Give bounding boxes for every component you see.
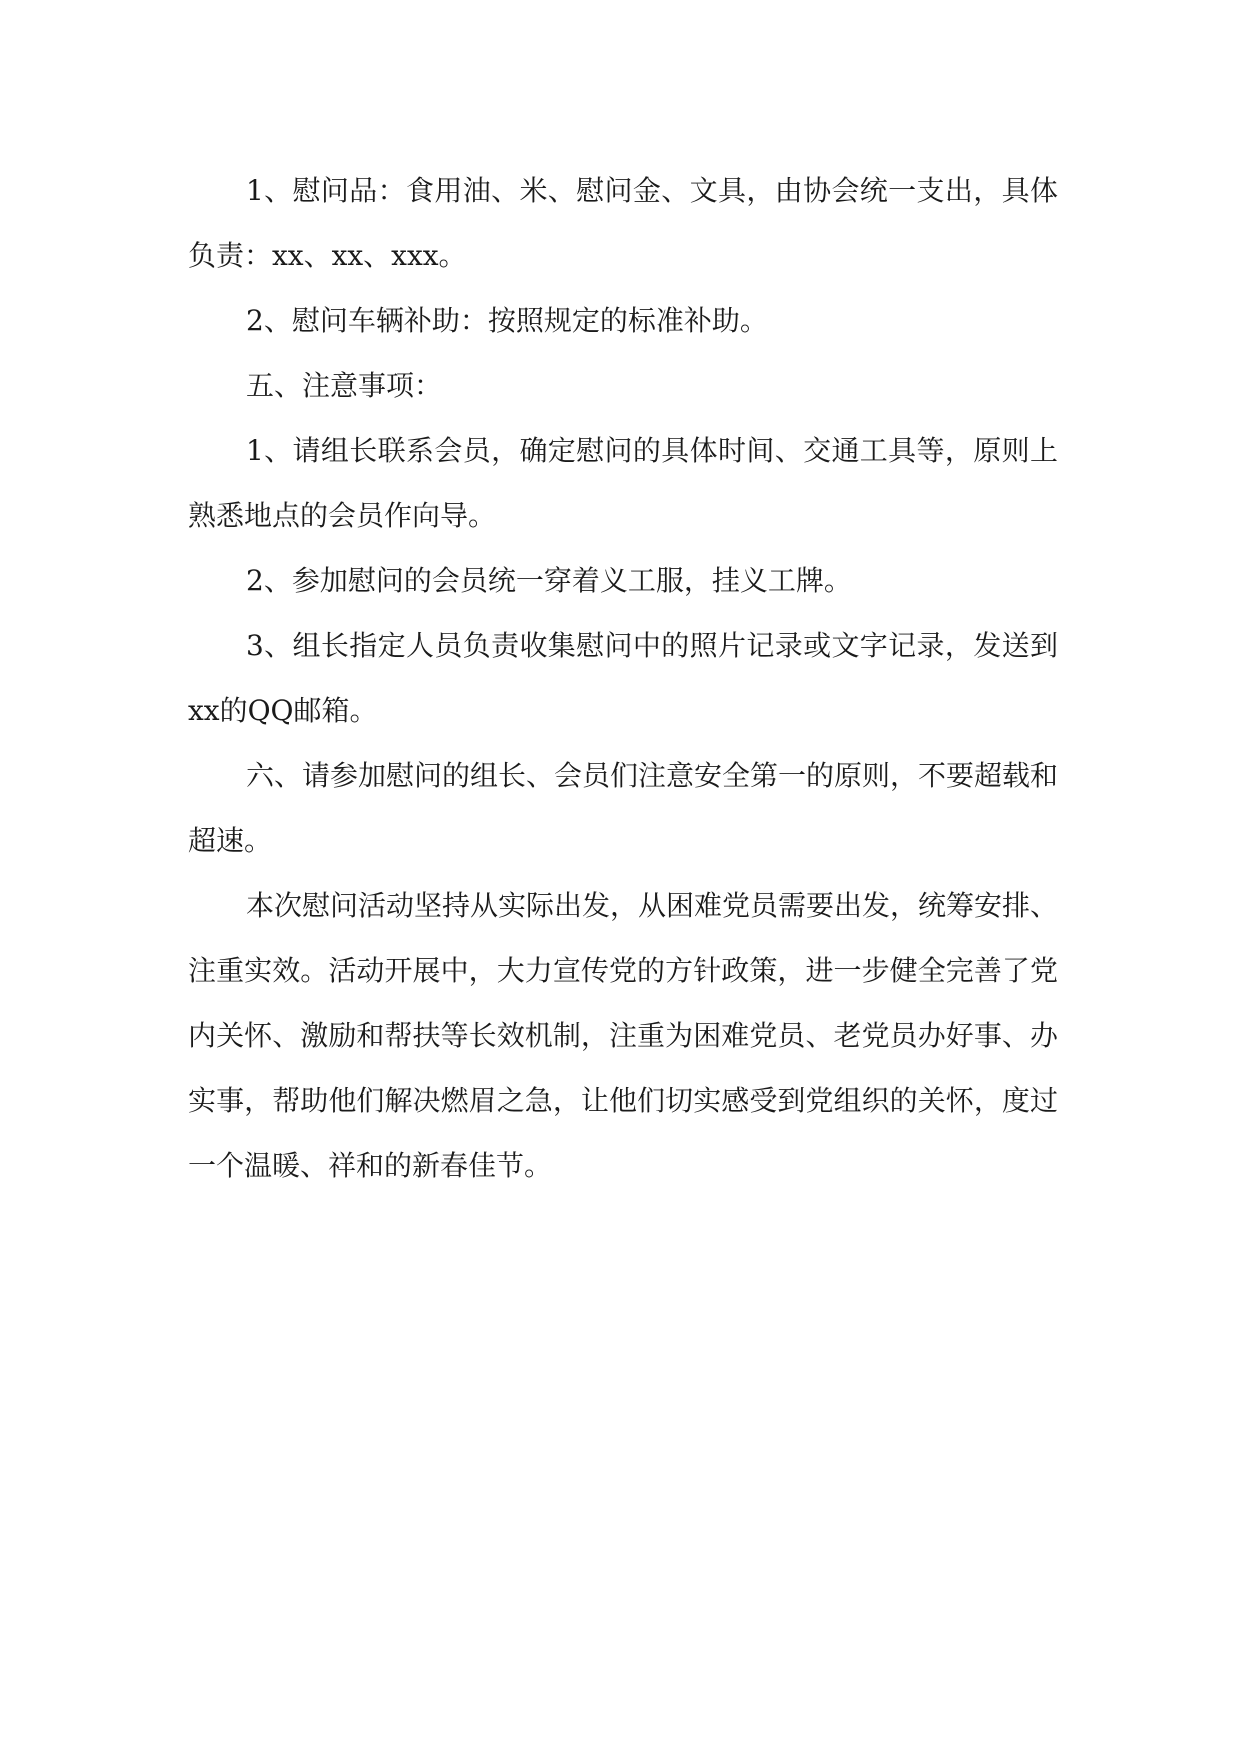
paragraph-summary: 本次慰问活动坚持从实际出发，从困难党员需要出发，统筹安排、注重实效。活动开展中，大力宣传党的方针政策，进一步健全完善了党内关怀、激励和帮扶等长效机制，注重为困难党员、老党员办好事、办实事，帮助他们解决燃眉之急，让他们切实感受到党组织的关怀，度过一个温暖、祥和的新春佳节。: [188, 889, 1059, 1182]
section-heading-notes: 五、注意事项：: [246, 369, 443, 402]
document-body: [188, 158, 1058, 1198]
paragraph-vehicle-subsidy: 2、慰问车辆补助：按照规定的标准补助。: [246, 304, 768, 337]
paragraph-uniform: 2、参加慰问的会员统一穿着义工服，挂义工牌。: [246, 564, 852, 597]
paragraph-safety: 六、请参加慰问的组长、会员们注意安全第一的原则，不要超载和超速。: [188, 759, 1059, 857]
paragraph-contact-members: 1、请组长联系会员，确定慰问的具体时间、交通工具等，原则上熟悉地点的会员作向导。: [188, 434, 1058, 532]
paragraph-records: 3、组长指定人员负责收集慰问中的照片记录或文字记录，发送到xx的QQ邮箱。: [188, 629, 1058, 727]
paragraph-gifts: 1、慰问品：食用油、米、慰问金、文具，由协会统一支出，具体负责：xx、xx、xxx。: [188, 174, 1058, 272]
